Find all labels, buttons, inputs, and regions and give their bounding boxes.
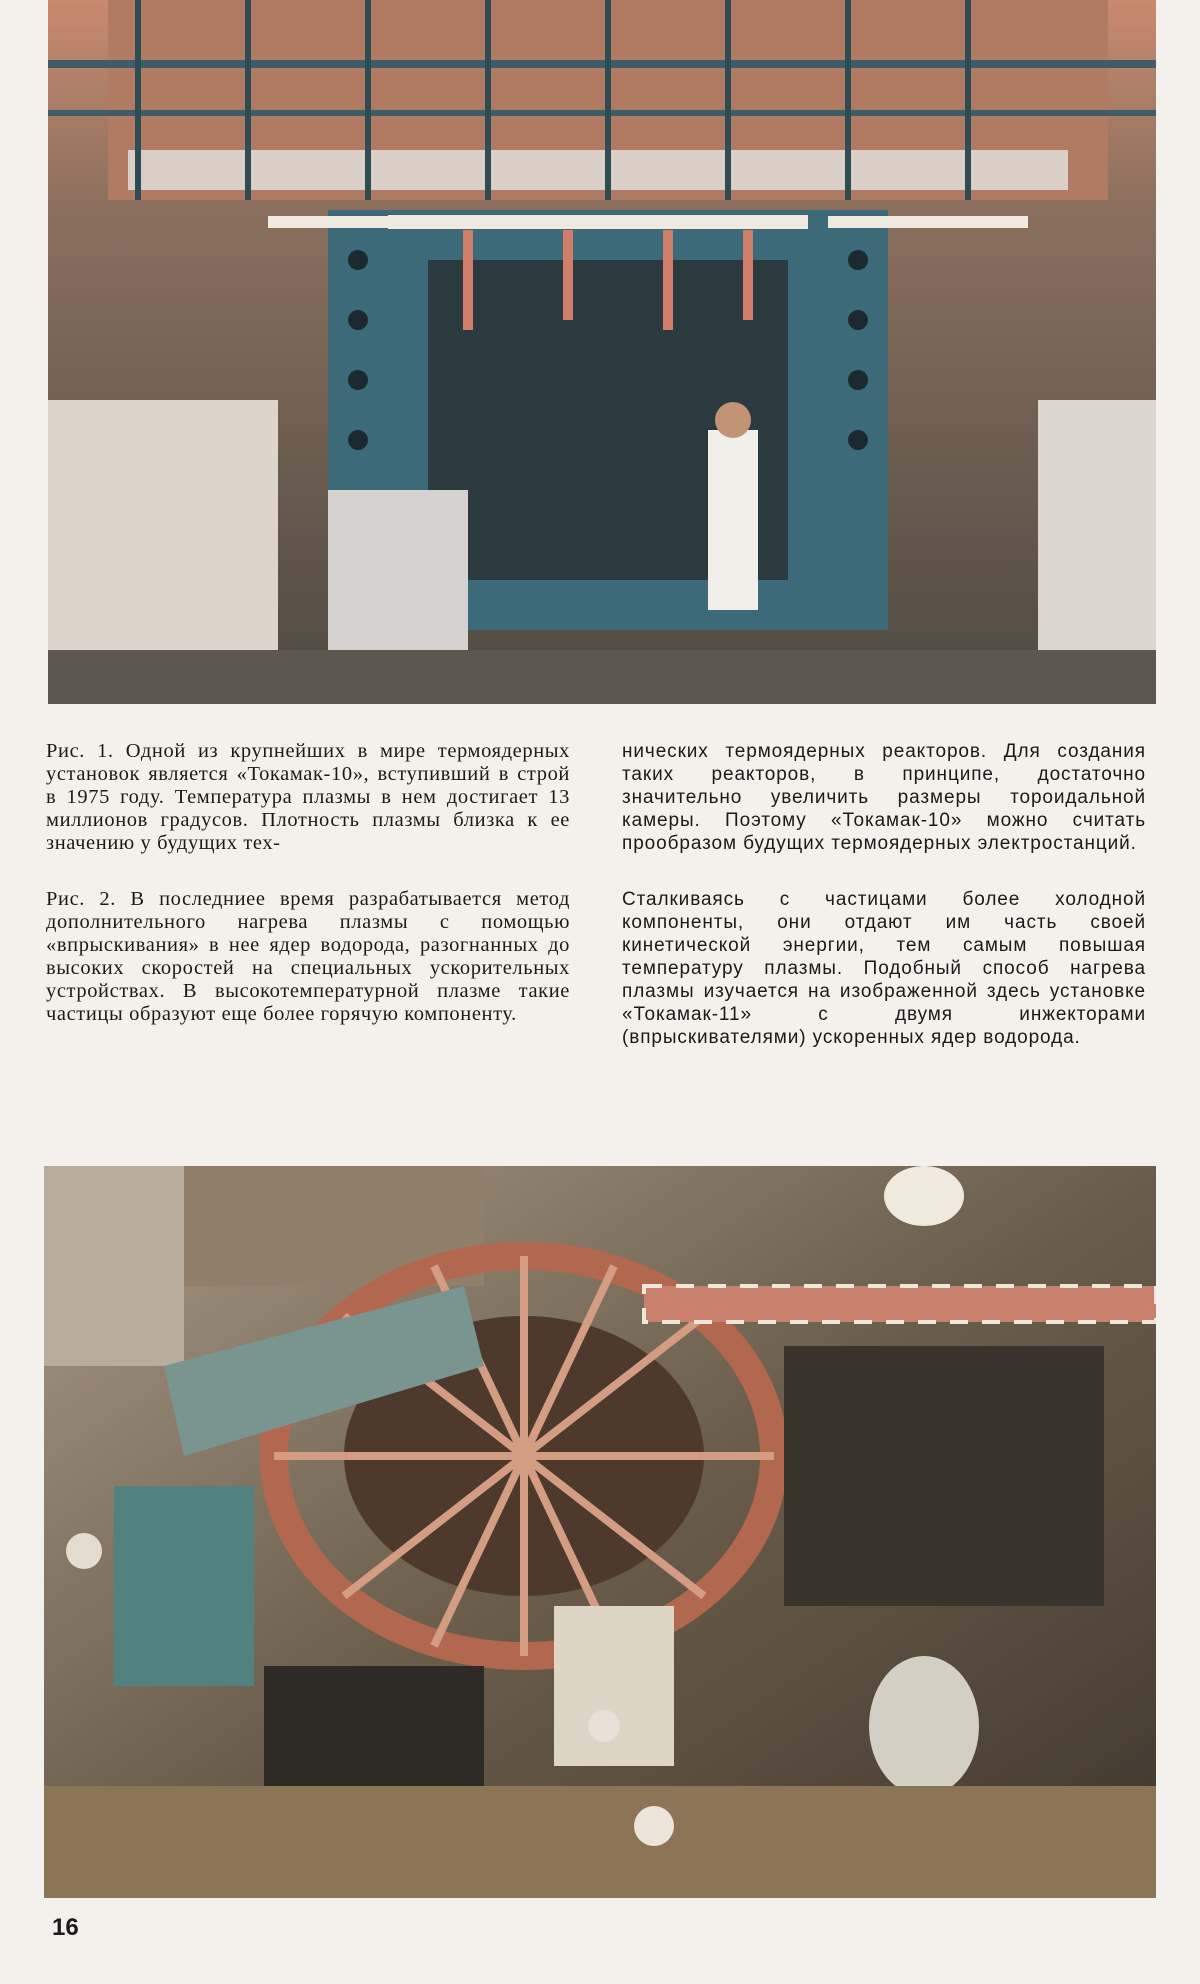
figure-2-caption-part-2: Сталкиваясь с частицами более холодной компоненты, они отдают им часть своей кинетической энергии, тем самым повышая температуру плазмы. Подобный способ нагрева плазмы изучается на изображенной здесь установке «Токамак-11» с двумя инжекторами (впрыскивателями) ускоренных ядер водорода. (622, 889, 1146, 1048)
tokamak-10-photo-illustration (48, 0, 1156, 704)
figure-2-caption-part-1: Рис. 2. В последниее время разрабатывается метод дополнительного нагрева плазмы с помощью «впрыскивания» в нее ядер водорода, разогнанных до высоких скоростей на специальных ускорительных устройствах. В высокотемпературной плазме такие частицы образуют еще более горячую компоненту. (46, 888, 570, 1025)
tokamak-11-photo-illustration (44, 1166, 1156, 1898)
caption-column-right (622, 740, 1146, 1082)
caption-column-left (46, 740, 570, 1059)
tokamak-11-photo (44, 1166, 1156, 1898)
page-number: 16 (52, 1914, 79, 1941)
figure-1-caption-part-1: Рис. 1. Одной из крупнейших в мире термоядерных установок является «Токамак-10», вступивший в строй в 1975 году. Температура плазмы в нем достигает 13 миллионов градусов. Плотность плазмы близка к ее значению у будущих тех- (46, 740, 570, 854)
figure-1-caption-part-2: нических термоядерных реакторов. Для создания таких реакторов, в принципе, достаточно значительно увеличить размеры тороидальной камеры. Поэтому «Токамак-10» можно считать прообразом будущих термоядерных электростанций. (622, 741, 1146, 854)
tokamak-10-photo (48, 0, 1156, 704)
